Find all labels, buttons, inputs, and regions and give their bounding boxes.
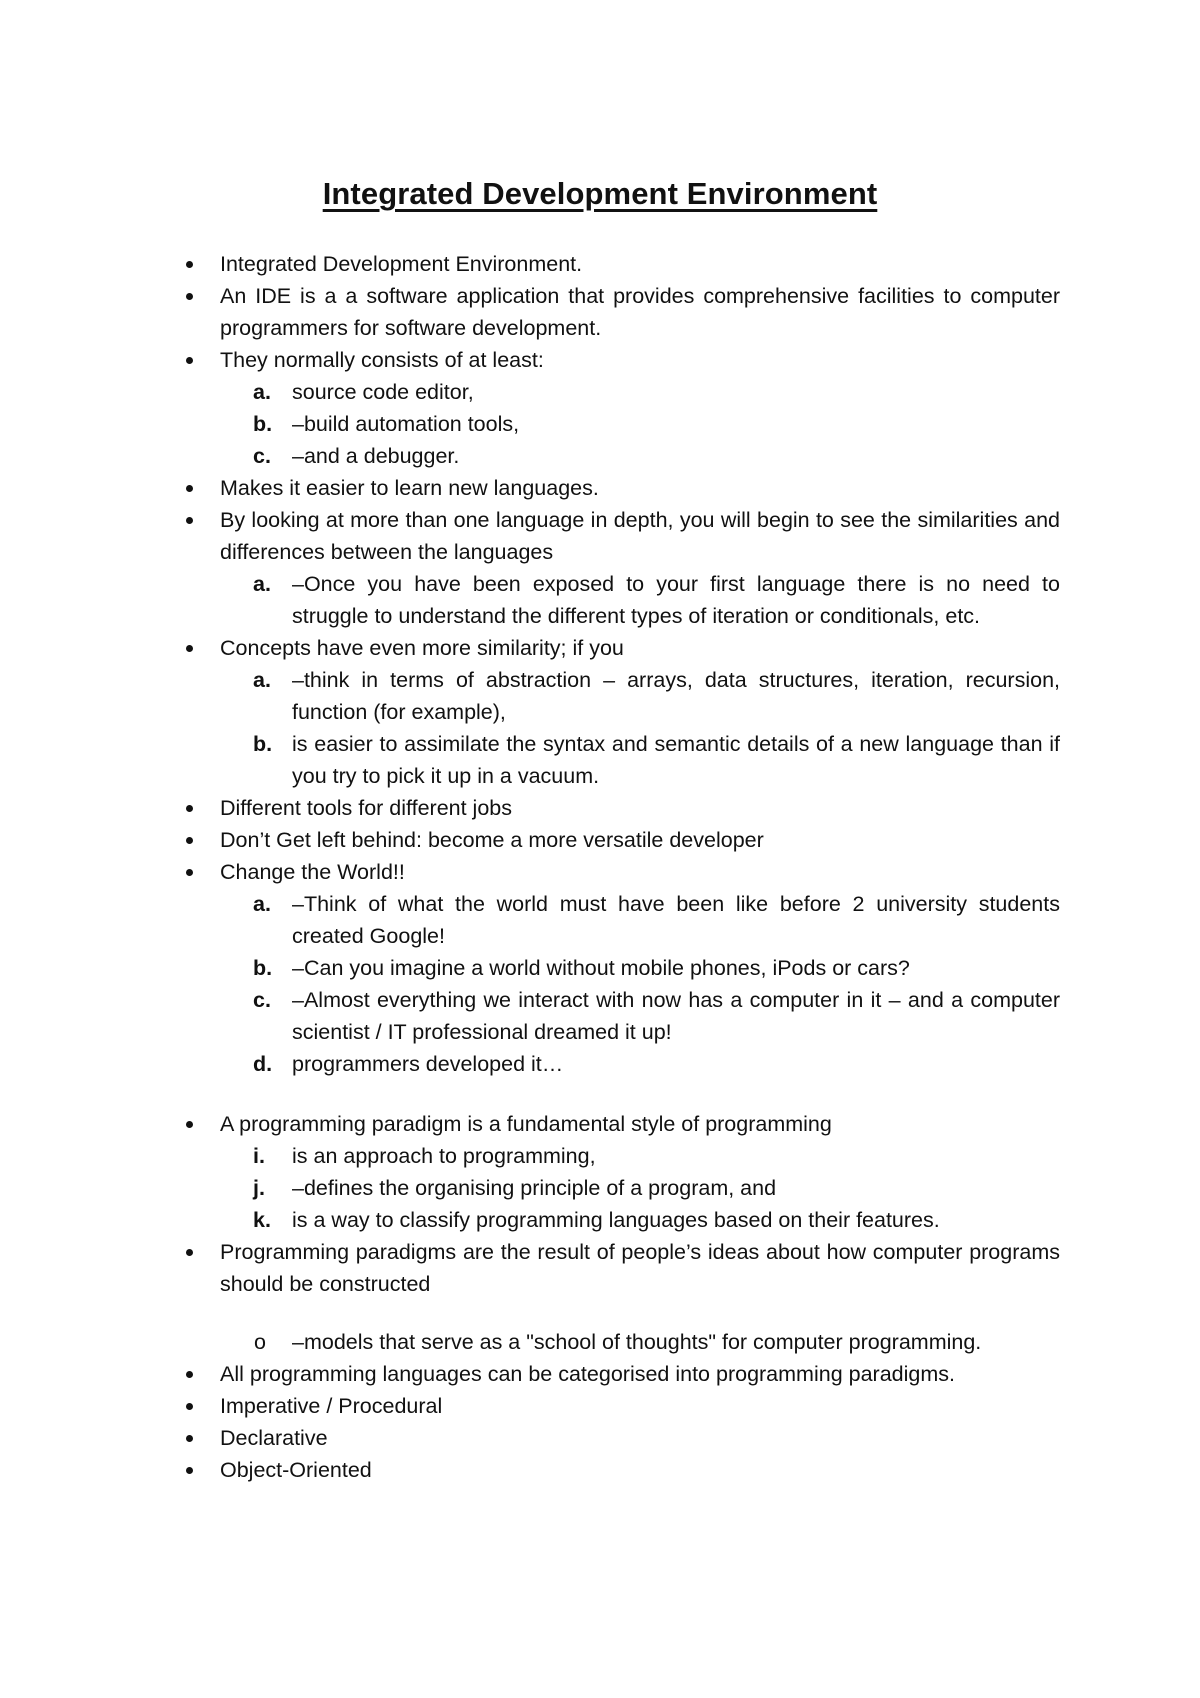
bullet-item: [178, 1390, 1060, 1422]
document-body: [178, 248, 1060, 1486]
sub-item: [178, 888, 1060, 952]
sub-item: [178, 1140, 1060, 1172]
sub-item-text: is easier to assimilate the syntax and semantic details of a new language than if you try to pick it up in a vacuum.: [292, 732, 1060, 788]
sub-item-text: –Think of what the world must have been like before 2 university students created Google!: [292, 892, 1060, 948]
bullet-item: [178, 472, 1060, 504]
bullet-text: All programming languages can be categorised into programming paradigms.: [220, 1362, 955, 1386]
bullet-item: [178, 280, 1060, 344]
sub-item-text: is a way to classify programming languages based on their features.: [292, 1208, 940, 1232]
sub-item: [178, 1326, 1060, 1358]
bullet-text: Makes it easier to learn new languages.: [220, 476, 599, 500]
spacer: [178, 1080, 1060, 1108]
bullet-item: [178, 1422, 1060, 1454]
sub-item-text: –think in terms of abstraction – arrays, data structures, iteration, recursion, function (for example),: [292, 668, 1060, 724]
bullet-item: [178, 824, 1060, 856]
sub-item-label: d.: [253, 1052, 273, 1076]
sub-item-label: k.: [253, 1208, 271, 1232]
bullet-item: [178, 632, 1060, 664]
bullet-icon: [186, 517, 193, 524]
sub-item-text: –defines the organising principle of a program, and: [292, 1176, 777, 1200]
sub-item-label: a.: [253, 380, 271, 404]
sub-item-label: b.: [253, 412, 273, 436]
bullet-text: Don’t Get left behind: become a more versatile developer: [220, 828, 764, 852]
bullet-text: Programming paradigms are the result of people’s ideas about how computer programs should be constructed: [220, 1240, 1060, 1296]
sub-item-label: a.: [253, 572, 271, 596]
sub-item: [178, 728, 1060, 792]
bullet-text: Imperative / Procedural: [220, 1394, 443, 1418]
sub-item: [178, 1172, 1060, 1204]
bullet-item: [178, 1454, 1060, 1486]
spacer: [178, 1300, 1060, 1326]
bullet-text: Different tools for different jobs: [220, 796, 513, 820]
sub-item-label: c.: [253, 444, 271, 468]
sub-item: [178, 664, 1060, 728]
sub-item-label: j.: [253, 1176, 265, 1200]
bullet-icon: [186, 1121, 193, 1128]
sub-item-text: is an approach to programming,: [292, 1144, 596, 1168]
sub-item-text: –models that serve as a "school of thoughts" for computer programming.: [292, 1330, 982, 1354]
sub-item-text: –and a debugger.: [292, 444, 460, 468]
bullet-item: [178, 856, 1060, 888]
bullet-icon: [186, 805, 193, 812]
bullet-item: [178, 792, 1060, 824]
bullet-icon: [186, 261, 193, 268]
bullet-text: Change the World!!: [220, 860, 405, 884]
bullet-icon: [186, 869, 193, 876]
sub-item: [178, 568, 1060, 632]
bullet-item: [178, 504, 1060, 568]
bullet-text: Integrated Development Environment.: [220, 252, 583, 276]
sub-item-label: a.: [253, 668, 271, 692]
sub-item-text: programmers developed it…: [292, 1052, 564, 1076]
bullet-icon: [186, 645, 193, 652]
bullet-icon: [186, 293, 193, 300]
sub-item-text: –build automation tools,: [292, 412, 520, 436]
bullet-icon: [186, 1403, 193, 1410]
sub-item-label: b.: [253, 732, 273, 756]
sub-item: [178, 376, 1060, 408]
sub-item-text: –Almost everything we interact with now has a computer in it – and a computer scientist / IT professional dreamed it up!: [292, 988, 1060, 1044]
sub-item: [178, 1204, 1060, 1236]
bullet-icon: [186, 485, 193, 492]
bullet-icon: [186, 837, 193, 844]
sub-item: [178, 984, 1060, 1048]
sub-item-text: source code editor,: [292, 380, 474, 404]
bullet-icon: [186, 357, 193, 364]
bullet-text: They normally consists of at least:: [220, 348, 544, 372]
bullet-icon: [186, 1249, 193, 1256]
bullet-icon: [186, 1435, 193, 1442]
bullet-text: Declarative: [220, 1426, 328, 1450]
sub-item-label: c.: [253, 988, 271, 1012]
bullet-text: By looking at more than one language in depth, you will begin to see the similarities and differences between the languages: [220, 508, 1060, 564]
sub-item-text: –Once you have been exposed to your first language there is no need to struggle to understand the different types of iteration or conditionals, etc.: [292, 572, 1060, 628]
sub-item: [178, 1048, 1060, 1080]
sub-item: [178, 440, 1060, 472]
sub-item-label: a.: [253, 892, 271, 916]
bullet-item: [178, 344, 1060, 376]
sub-item-text: –Can you imagine a world without mobile phones, iPods or cars?: [292, 956, 910, 980]
circle-bullet-icon: o: [254, 1330, 266, 1354]
bullet-text: An IDE is a a software application that provides comprehensive facilities to computer programmers for software development.: [220, 284, 1060, 340]
sub-item: [178, 952, 1060, 984]
bullet-text: Object-Oriented: [220, 1458, 372, 1482]
bullet-text: A programming paradigm is a fundamental style of programming: [220, 1112, 832, 1136]
sub-item: [178, 408, 1060, 440]
bullet-icon: [186, 1467, 193, 1474]
bullet-icon: [186, 1371, 193, 1378]
sub-item-label: b.: [253, 956, 273, 980]
bullet-item: [178, 1236, 1060, 1300]
page-title: Integrated Development Environment: [322, 176, 878, 211]
bullet-item: [178, 1108, 1060, 1140]
sub-item-label: i.: [253, 1144, 265, 1168]
bullet-item: [178, 1358, 1060, 1390]
bullet-text: Concepts have even more similarity; if you: [220, 636, 624, 660]
bullet-item: [178, 248, 1060, 280]
